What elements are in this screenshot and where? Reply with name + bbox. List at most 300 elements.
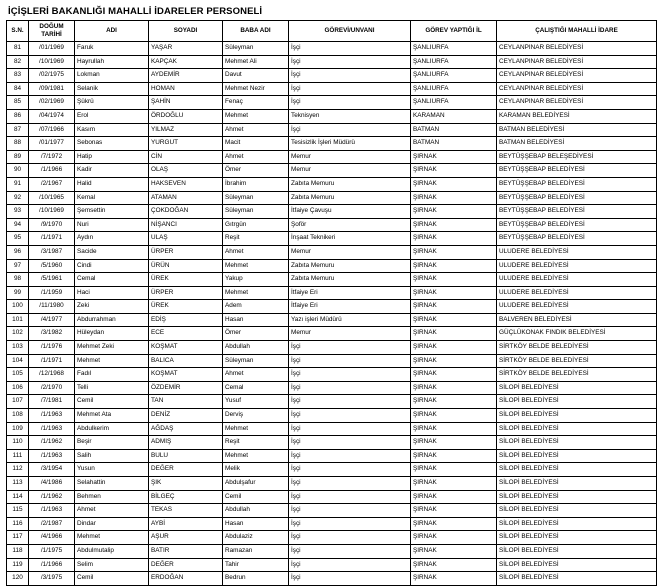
cell-role: Memur bbox=[289, 164, 411, 178]
cell-fathername: Tahir bbox=[223, 558, 289, 572]
cell-administration: ULUDERE BELEDİYESİ bbox=[497, 286, 657, 300]
table-row bbox=[7, 150, 657, 164]
cell-fathername: Ramazan bbox=[223, 544, 289, 558]
cell-province: ŞIRNAK bbox=[411, 558, 497, 572]
cell-sn: 117 bbox=[7, 531, 29, 545]
cell-sn: 116 bbox=[7, 517, 29, 531]
cell-fathername: Hasan bbox=[223, 517, 289, 531]
cell-province: ŞIRNAK bbox=[411, 177, 497, 191]
cell-lastname: HOMAN bbox=[149, 82, 223, 96]
cell-role: İşçi bbox=[289, 69, 411, 83]
cell-firstname: Faruk bbox=[75, 42, 149, 56]
cell-birthdate: /9/1970 bbox=[29, 218, 75, 232]
cell-sn: 86 bbox=[7, 109, 29, 123]
table-row bbox=[7, 123, 657, 137]
cell-lastname: AĞDAŞ bbox=[149, 422, 223, 436]
cell-sn: 103 bbox=[7, 341, 29, 355]
cell-firstname: Hatip bbox=[75, 150, 149, 164]
table-row bbox=[7, 327, 657, 341]
cell-administration: SİLOPİ BELEDİYESİ bbox=[497, 490, 657, 504]
cell-administration: SİLOPİ BELEDİYESİ bbox=[497, 504, 657, 518]
cell-administration: KARAMAN BELEDİYESİ bbox=[497, 109, 657, 123]
cell-role: İşçi bbox=[289, 82, 411, 96]
cell-birthdate: /4/1966 bbox=[29, 531, 75, 545]
cell-role: İşçi bbox=[289, 449, 411, 463]
cell-lastname: ÜRÜN bbox=[149, 259, 223, 273]
cell-sn: 104 bbox=[7, 354, 29, 368]
cell-birthdate: /1/1963 bbox=[29, 409, 75, 423]
cell-birthdate: /10/1965 bbox=[29, 191, 75, 205]
cell-province: ŞANLIURFA bbox=[411, 69, 497, 83]
cell-birthdate: /1/1962 bbox=[29, 436, 75, 450]
cell-sn: 120 bbox=[7, 572, 29, 586]
cell-sn: 96 bbox=[7, 245, 29, 259]
cell-fathername: Macit bbox=[223, 137, 289, 151]
cell-lastname: ŞAHİN bbox=[149, 96, 223, 110]
cell-province: ŞIRNAK bbox=[411, 164, 497, 178]
cell-fathername: Ömer bbox=[223, 327, 289, 341]
cell-lastname: KAPÇAK bbox=[149, 55, 223, 69]
cell-firstname: Mehmet bbox=[75, 354, 149, 368]
cell-fathername: Abdullah bbox=[223, 341, 289, 355]
cell-administration: BEYTÜŞŞEBAP BELEDİYESİ bbox=[497, 177, 657, 191]
cell-birthdate: /7/1972 bbox=[29, 150, 75, 164]
cell-sn: 98 bbox=[7, 273, 29, 287]
cell-province: ŞIRNAK bbox=[411, 381, 497, 395]
cell-lastname: KOŞMAT bbox=[149, 341, 223, 355]
table-row bbox=[7, 218, 657, 232]
cell-province: ŞIRNAK bbox=[411, 327, 497, 341]
cell-lastname: CİN bbox=[149, 150, 223, 164]
cell-administration: BATMAN BELEDİYESİ bbox=[497, 123, 657, 137]
cell-fathername: Ahmet bbox=[223, 150, 289, 164]
cell-sn: 101 bbox=[7, 313, 29, 327]
cell-sn: 88 bbox=[7, 137, 29, 151]
cell-administration: ULUDERE BELEDİYESİ bbox=[497, 273, 657, 287]
column-header-province: GÖREV YAPTIĞI İL bbox=[411, 21, 497, 42]
cell-lastname: YAŞAR bbox=[149, 42, 223, 56]
cell-birthdate: /1/1963 bbox=[29, 449, 75, 463]
cell-sn: 95 bbox=[7, 232, 29, 246]
column-header-fathername: BABA ADI bbox=[223, 21, 289, 42]
cell-firstname: Haci bbox=[75, 286, 149, 300]
table-row bbox=[7, 82, 657, 96]
cell-role: Memur bbox=[289, 150, 411, 164]
cell-firstname: Nuri bbox=[75, 218, 149, 232]
table-row bbox=[7, 436, 657, 450]
table-row bbox=[7, 300, 657, 314]
cell-sn: 92 bbox=[7, 191, 29, 205]
cell-fathername: Gıtrgün bbox=[223, 218, 289, 232]
cell-province: ŞANLIURFA bbox=[411, 42, 497, 56]
cell-lastname: TAN bbox=[149, 395, 223, 409]
cell-fathername: Mehmet bbox=[223, 422, 289, 436]
cell-province: ŞIRNAK bbox=[411, 205, 497, 219]
cell-sn: 93 bbox=[7, 205, 29, 219]
cell-firstname: Lokman bbox=[75, 69, 149, 83]
cell-fathername: Fenaç bbox=[223, 96, 289, 110]
cell-firstname: Hüleydan bbox=[75, 327, 149, 341]
cell-lastname: ÜREK bbox=[149, 300, 223, 314]
cell-sn: 113 bbox=[7, 477, 29, 491]
cell-role: İşçi bbox=[289, 42, 411, 56]
cell-fathername: Hasan bbox=[223, 313, 289, 327]
cell-province: ŞIRNAK bbox=[411, 341, 497, 355]
cell-role: İşçi bbox=[289, 477, 411, 491]
cell-birthdate: /07/1966 bbox=[29, 123, 75, 137]
cell-lastname: BİLGEÇ bbox=[149, 490, 223, 504]
cell-birthdate: /04/1974 bbox=[29, 109, 75, 123]
table-row bbox=[7, 381, 657, 395]
cell-province: ŞIRNAK bbox=[411, 300, 497, 314]
table-row bbox=[7, 449, 657, 463]
cell-administration: SİLOPİ BELEDİYESİ bbox=[497, 477, 657, 491]
cell-birthdate: /02/1969 bbox=[29, 96, 75, 110]
cell-lastname: DEĞER bbox=[149, 463, 223, 477]
cell-firstname: Yusun bbox=[75, 463, 149, 477]
cell-sn: 114 bbox=[7, 490, 29, 504]
cell-administration: SİRTKÖY BELDE BELEDİYESİ bbox=[497, 341, 657, 355]
cell-birthdate: /2/1967 bbox=[29, 177, 75, 191]
table-row bbox=[7, 55, 657, 69]
cell-lastname: KOŞMAT bbox=[149, 368, 223, 382]
table-row bbox=[7, 531, 657, 545]
table-row bbox=[7, 341, 657, 355]
cell-birthdate: /1/1962 bbox=[29, 490, 75, 504]
column-header-lastname: SOYADI bbox=[149, 21, 223, 42]
cell-lastname: TEKAS bbox=[149, 504, 223, 518]
cell-birthdate: /1/1975 bbox=[29, 544, 75, 558]
table-row bbox=[7, 395, 657, 409]
cell-sn: 87 bbox=[7, 123, 29, 137]
cell-birthdate: /11/1980 bbox=[29, 300, 75, 314]
cell-province: ŞIRNAK bbox=[411, 313, 497, 327]
cell-sn: 81 bbox=[7, 42, 29, 56]
cell-province: ŞIRNAK bbox=[411, 422, 497, 436]
cell-role: İşçi bbox=[289, 517, 411, 531]
cell-administration: SİLOPİ BELEDİYESİ bbox=[497, 381, 657, 395]
cell-firstname: Sacide bbox=[75, 245, 149, 259]
cell-birthdate: /1/1966 bbox=[29, 558, 75, 572]
cell-sn: 99 bbox=[7, 286, 29, 300]
cell-fathername: Yakup bbox=[223, 273, 289, 287]
cell-birthdate: /10/1969 bbox=[29, 205, 75, 219]
cell-role: İşçi bbox=[289, 368, 411, 382]
cell-lastname: AŞUR bbox=[149, 531, 223, 545]
personnel-table bbox=[6, 20, 657, 586]
cell-lastname: BULU bbox=[149, 449, 223, 463]
cell-fathername: Süleyman bbox=[223, 191, 289, 205]
cell-province: ŞIRNAK bbox=[411, 409, 497, 423]
cell-birthdate: /3/1954 bbox=[29, 463, 75, 477]
cell-firstname: Zeki bbox=[75, 300, 149, 314]
cell-role: İşçi bbox=[289, 572, 411, 586]
table-row bbox=[7, 477, 657, 491]
table-row bbox=[7, 354, 657, 368]
cell-administration: ULUDERE BELEDİYESİ bbox=[497, 259, 657, 273]
cell-birthdate: /1/1976 bbox=[29, 341, 75, 355]
cell-role: İşçi bbox=[289, 531, 411, 545]
cell-sn: 84 bbox=[7, 82, 29, 96]
cell-firstname: Cemil bbox=[75, 572, 149, 586]
table-row bbox=[7, 558, 657, 572]
cell-lastname: ÜRPER bbox=[149, 245, 223, 259]
cell-sn: 97 bbox=[7, 259, 29, 273]
cell-province: ŞIRNAK bbox=[411, 273, 497, 287]
cell-administration: SİRTKÖY BELDE BELEDİYESİ bbox=[497, 354, 657, 368]
cell-province: ŞIRNAK bbox=[411, 191, 497, 205]
table-row bbox=[7, 137, 657, 151]
cell-administration: CEYLANPINAR BELEDİYESİ bbox=[497, 55, 657, 69]
cell-firstname: Aydın bbox=[75, 232, 149, 246]
cell-province: ŞANLIURFA bbox=[411, 55, 497, 69]
cell-sn: 89 bbox=[7, 150, 29, 164]
cell-role: Tesisizlik İşleri Müdürü bbox=[289, 137, 411, 151]
cell-role: İşçi bbox=[289, 409, 411, 423]
cell-role: Memur bbox=[289, 327, 411, 341]
table-row bbox=[7, 42, 657, 56]
cell-role: İşçi bbox=[289, 55, 411, 69]
cell-administration: ULUDERE BELEDİYESİ bbox=[497, 245, 657, 259]
cell-firstname: Şemsettin bbox=[75, 205, 149, 219]
cell-birthdate: /01/1969 bbox=[29, 42, 75, 56]
cell-role: İşçi bbox=[289, 354, 411, 368]
cell-administration: CEYLANPINAR BELEDİYESİ bbox=[497, 69, 657, 83]
cell-firstname: Cindi bbox=[75, 259, 149, 273]
cell-lastname: ÇOKDOĞAN bbox=[149, 205, 223, 219]
cell-role: Zabıta Memuru bbox=[289, 273, 411, 287]
cell-role: İşçi bbox=[289, 123, 411, 137]
cell-province: ŞIRNAK bbox=[411, 368, 497, 382]
cell-sn: 109 bbox=[7, 422, 29, 436]
cell-fathername: Davut bbox=[223, 69, 289, 83]
cell-lastname: ÜREK bbox=[149, 273, 223, 287]
cell-province: ŞIRNAK bbox=[411, 544, 497, 558]
table-row bbox=[7, 422, 657, 436]
cell-firstname: Abdulmutalip bbox=[75, 544, 149, 558]
table-row bbox=[7, 164, 657, 178]
cell-birthdate: /09/1981 bbox=[29, 82, 75, 96]
cell-fathername: Reşit bbox=[223, 232, 289, 246]
cell-administration: BEYTÜŞŞEBAP BELEDİYESİ bbox=[497, 205, 657, 219]
table-row bbox=[7, 259, 657, 273]
cell-role: İtfaiye Eri bbox=[289, 300, 411, 314]
cell-birthdate: /1/1966 bbox=[29, 164, 75, 178]
cell-fathername: Ömer bbox=[223, 164, 289, 178]
cell-birthdate: /3/1987 bbox=[29, 245, 75, 259]
cell-role: İşçi bbox=[289, 558, 411, 572]
column-header-administration: ÇALIŞTIĞI MAHALLİ İDARE bbox=[497, 21, 657, 42]
cell-lastname: BATIR bbox=[149, 544, 223, 558]
cell-administration: SİLOPİ BELEDİYESİ bbox=[497, 395, 657, 409]
cell-sn: 85 bbox=[7, 96, 29, 110]
cell-administration: SİRTKÖY BELDE BELEDİYESİ bbox=[497, 368, 657, 382]
table-row bbox=[7, 517, 657, 531]
cell-firstname: Beşir bbox=[75, 436, 149, 450]
cell-administration: BEYTÜŞŞEBAP BELEDİYESİ bbox=[497, 191, 657, 205]
cell-province: ŞIRNAK bbox=[411, 232, 497, 246]
cell-role: İşçi bbox=[289, 341, 411, 355]
cell-province: ŞIRNAK bbox=[411, 259, 497, 273]
cell-firstname: Kasım bbox=[75, 123, 149, 137]
cell-province: ŞANLIURFA bbox=[411, 96, 497, 110]
table-row bbox=[7, 286, 657, 300]
cell-firstname: Kemal bbox=[75, 191, 149, 205]
cell-role: İşçi bbox=[289, 96, 411, 110]
cell-sn: 105 bbox=[7, 368, 29, 382]
cell-sn: 118 bbox=[7, 544, 29, 558]
cell-province: ŞIRNAK bbox=[411, 150, 497, 164]
cell-firstname: Cemil bbox=[75, 395, 149, 409]
cell-firstname: Telli bbox=[75, 381, 149, 395]
cell-administration: SİLOPİ BELEDİYESİ bbox=[497, 422, 657, 436]
cell-administration: ULUDERE BELEDİYESİ bbox=[497, 300, 657, 314]
table-row bbox=[7, 109, 657, 123]
cell-fathername: Ahmet bbox=[223, 123, 289, 137]
cell-lastname: ATAMAN bbox=[149, 191, 223, 205]
table-row bbox=[7, 463, 657, 477]
table-row bbox=[7, 69, 657, 83]
cell-role: İnşaat Teknikeri bbox=[289, 232, 411, 246]
cell-province: ŞIRNAK bbox=[411, 436, 497, 450]
cell-sn: 82 bbox=[7, 55, 29, 69]
cell-fathername: Cemal bbox=[223, 381, 289, 395]
cell-province: ŞIRNAK bbox=[411, 354, 497, 368]
cell-firstname: Abdurrahman bbox=[75, 313, 149, 327]
cell-role: İşçi bbox=[289, 544, 411, 558]
cell-sn: 90 bbox=[7, 164, 29, 178]
cell-lastname: AYDEMİR bbox=[149, 69, 223, 83]
cell-birthdate: /4/1977 bbox=[29, 313, 75, 327]
cell-birthdate: /02/1975 bbox=[29, 69, 75, 83]
cell-sn: 107 bbox=[7, 395, 29, 409]
cell-sn: 94 bbox=[7, 218, 29, 232]
table-row bbox=[7, 313, 657, 327]
cell-lastname: ÖZDEMİR bbox=[149, 381, 223, 395]
cell-administration: SİLOPİ BELEDİYESİ bbox=[497, 463, 657, 477]
cell-sn: 111 bbox=[7, 449, 29, 463]
cell-sn: 108 bbox=[7, 409, 29, 423]
cell-birthdate: /3/1982 bbox=[29, 327, 75, 341]
cell-birthdate: /4/1986 bbox=[29, 477, 75, 491]
cell-sn: 112 bbox=[7, 463, 29, 477]
cell-administration: SİLOPİ BELEDİYESİ bbox=[497, 409, 657, 423]
cell-sn: 106 bbox=[7, 381, 29, 395]
cell-fathername: Süleyman bbox=[223, 205, 289, 219]
column-header-firstname: ADI bbox=[75, 21, 149, 42]
cell-fathername: Mehmet bbox=[223, 259, 289, 273]
cell-birthdate: /2/1987 bbox=[29, 517, 75, 531]
cell-administration: SİLOPİ BELEDİYESİ bbox=[497, 572, 657, 586]
cell-fathername: Mehmet Nezir bbox=[223, 82, 289, 96]
cell-fathername: Bedrun bbox=[223, 572, 289, 586]
cell-firstname: Halid bbox=[75, 177, 149, 191]
table-row bbox=[7, 191, 657, 205]
cell-firstname: Mehmet Zeki bbox=[75, 341, 149, 355]
cell-province: ŞIRNAK bbox=[411, 490, 497, 504]
cell-firstname: Behmen bbox=[75, 490, 149, 504]
cell-firstname: Kadir bbox=[75, 164, 149, 178]
cell-sn: 83 bbox=[7, 69, 29, 83]
cell-birthdate: /1/1963 bbox=[29, 422, 75, 436]
cell-firstname: Abdulkerim bbox=[75, 422, 149, 436]
cell-province: ŞIRNAK bbox=[411, 531, 497, 545]
cell-province: BATMAN bbox=[411, 137, 497, 151]
cell-sn: 110 bbox=[7, 436, 29, 450]
cell-role: İşçi bbox=[289, 422, 411, 436]
cell-sn: 115 bbox=[7, 504, 29, 518]
table-body bbox=[7, 42, 657, 586]
cell-fathername: Mehmet bbox=[223, 286, 289, 300]
cell-lastname: DENİZ bbox=[149, 409, 223, 423]
cell-administration: BEYTÜŞŞEBAP BELEDİYESİ bbox=[497, 218, 657, 232]
cell-administration: CEYLANPINAR BELEDİYESİ bbox=[497, 82, 657, 96]
cell-administration: BEYTÜŞŞEBAP BELEDİYESİ bbox=[497, 232, 657, 246]
table-row bbox=[7, 96, 657, 110]
cell-administration: BALVEREN BELEDİYESİ bbox=[497, 313, 657, 327]
cell-fathername: Süleyman bbox=[223, 42, 289, 56]
cell-fathername: Süleyman bbox=[223, 354, 289, 368]
cell-birthdate: /5/1960 bbox=[29, 259, 75, 273]
cell-fathername: Derviş bbox=[223, 409, 289, 423]
cell-role: İşçi bbox=[289, 490, 411, 504]
cell-birthdate: /10/1969 bbox=[29, 55, 75, 69]
column-header-role: GÖREVİ/UNVANI bbox=[289, 21, 411, 42]
cell-firstname: Sebonas bbox=[75, 137, 149, 151]
cell-firstname: Selim bbox=[75, 558, 149, 572]
table-row bbox=[7, 490, 657, 504]
cell-province: ŞIRNAK bbox=[411, 477, 497, 491]
cell-administration: SİLOPİ BELEDİYESİ bbox=[497, 531, 657, 545]
cell-fathername: Abdulaziz bbox=[223, 531, 289, 545]
cell-firstname: Mehmet Ata bbox=[75, 409, 149, 423]
cell-province: ŞIRNAK bbox=[411, 245, 497, 259]
cell-firstname: Selahattin bbox=[75, 477, 149, 491]
table-row bbox=[7, 245, 657, 259]
cell-birthdate: /12/1968 bbox=[29, 368, 75, 382]
cell-birthdate: /1/1963 bbox=[29, 504, 75, 518]
page-title: İÇİŞLERİ BAKANLIĞI MAHALLİ İDARELER PERSONELİ bbox=[8, 6, 263, 17]
cell-birthdate: /5/1961 bbox=[29, 273, 75, 287]
cell-administration: BEYTÜŞŞEBAP BELEŞEDİYESİ bbox=[497, 150, 657, 164]
cell-lastname: YILMAZ bbox=[149, 123, 223, 137]
cell-fathername: Adem bbox=[223, 300, 289, 314]
cell-fathername: Ahmet bbox=[223, 368, 289, 382]
table-row bbox=[7, 368, 657, 382]
cell-lastname: NİŞANCI bbox=[149, 218, 223, 232]
cell-birthdate: /2/1970 bbox=[29, 381, 75, 395]
cell-province: ŞIRNAK bbox=[411, 504, 497, 518]
cell-role: İtfaiye Eri bbox=[289, 286, 411, 300]
cell-province: ŞIRNAK bbox=[411, 572, 497, 586]
cell-role: Zabıta Memuru bbox=[289, 191, 411, 205]
cell-lastname: BALICA bbox=[149, 354, 223, 368]
cell-lastname: ECE bbox=[149, 327, 223, 341]
cell-lastname: ÖRDOĞLU bbox=[149, 109, 223, 123]
cell-role: İşçi bbox=[289, 436, 411, 450]
cell-firstname: Salih bbox=[75, 449, 149, 463]
table-header-row bbox=[7, 21, 657, 42]
cell-role: Teknisyen bbox=[289, 109, 411, 123]
cell-administration: GÜÇLÜKONAK FINDIK BELEDİYESİ bbox=[497, 327, 657, 341]
cell-administration: SİLOPİ BELEDİYESİ bbox=[497, 436, 657, 450]
cell-role: Zabıta Memuru bbox=[289, 259, 411, 273]
cell-province: ŞIRNAK bbox=[411, 286, 497, 300]
cell-lastname: ULAŞ bbox=[149, 232, 223, 246]
cell-province: ŞIRNAK bbox=[411, 395, 497, 409]
cell-province: ŞIRNAK bbox=[411, 463, 497, 477]
table-row bbox=[7, 544, 657, 558]
